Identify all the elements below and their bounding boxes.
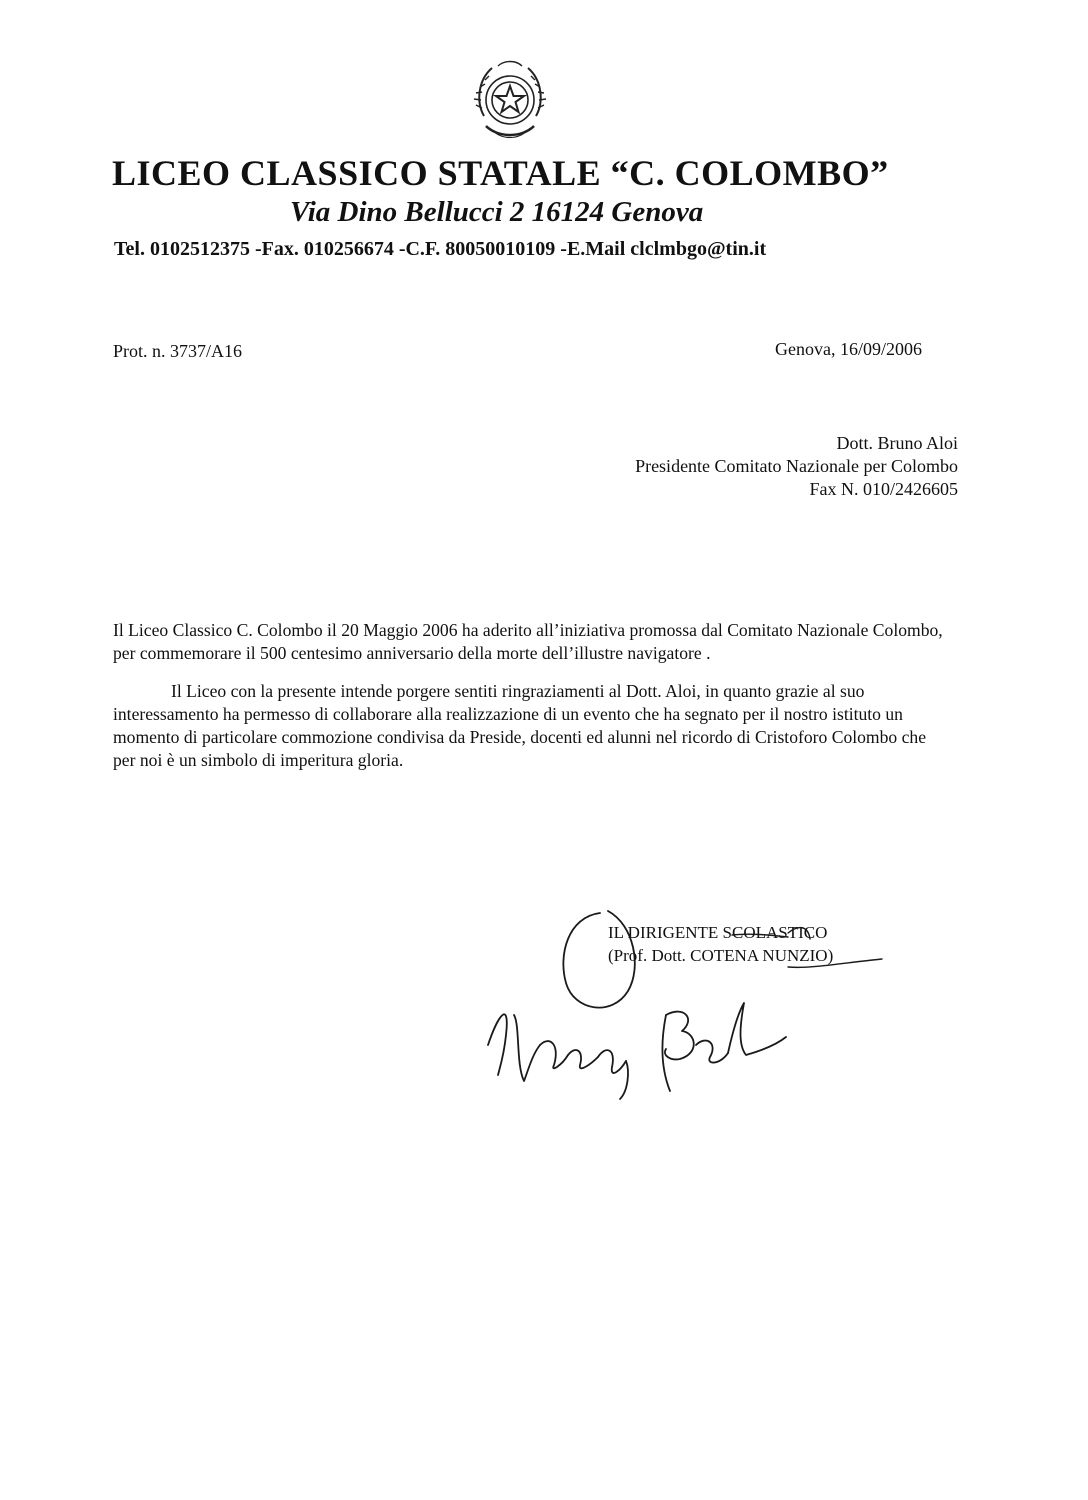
- recipient-block: [635, 432, 958, 501]
- protocol-number: Prot. n. 3737/A16: [113, 341, 243, 361]
- handwritten-signature-icon: [470, 895, 900, 1105]
- place-date: Genova, 16/09/2006: [775, 339, 922, 359]
- signature-title: IL DIRIGENTE SCOLASTICO: [608, 923, 828, 942]
- recipient-role: Presidente Comitato Nazionale per Colombo: [635, 456, 958, 476]
- school-contacts: Tel. 0102512375 -Fax. 010256674 -C.F. 80050010109 -E.Mail clclmbgo@tin.it: [114, 238, 767, 260]
- recipient-name: Dott. Bruno Aloi: [836, 433, 958, 453]
- signature-name: (Prof. Dott. COTENA NUNZIO): [608, 946, 834, 965]
- recipient-fax: Fax N. 010/2426605: [809, 479, 958, 499]
- italian-republic-emblem-icon: [468, 56, 552, 146]
- school-name: LICEO CLASSICO STATALE “C. COLOMBO”: [112, 153, 889, 193]
- body-paragraph-2: Il Liceo con la presente intende porgere sentiti ringraziamenti al Dott. Aloi, in quanto grazie al suo interessamento ha permesso di collaborare alla realizzazione di un evento che ha segnato per il nostro istituto un momento di particolare commozione condivisa da Preside, docenti ed alunni nel ricordo di Cristoforo Colombo che per noi è un simbolo di imperitura gloria.: [113, 681, 927, 770]
- letter-body: [113, 619, 943, 787]
- body-paragraph-1: Il Liceo Classico C. Colombo il 20 Maggio 2006 ha aderito all’iniziativa promossa dal Comitato Nazionale Colombo, per commemorare il 500 centesimo anniversario della morte dell’illustre navigatore .: [113, 620, 943, 663]
- school-address: Via Dino Bellucci 2 16124 Genova: [290, 196, 704, 228]
